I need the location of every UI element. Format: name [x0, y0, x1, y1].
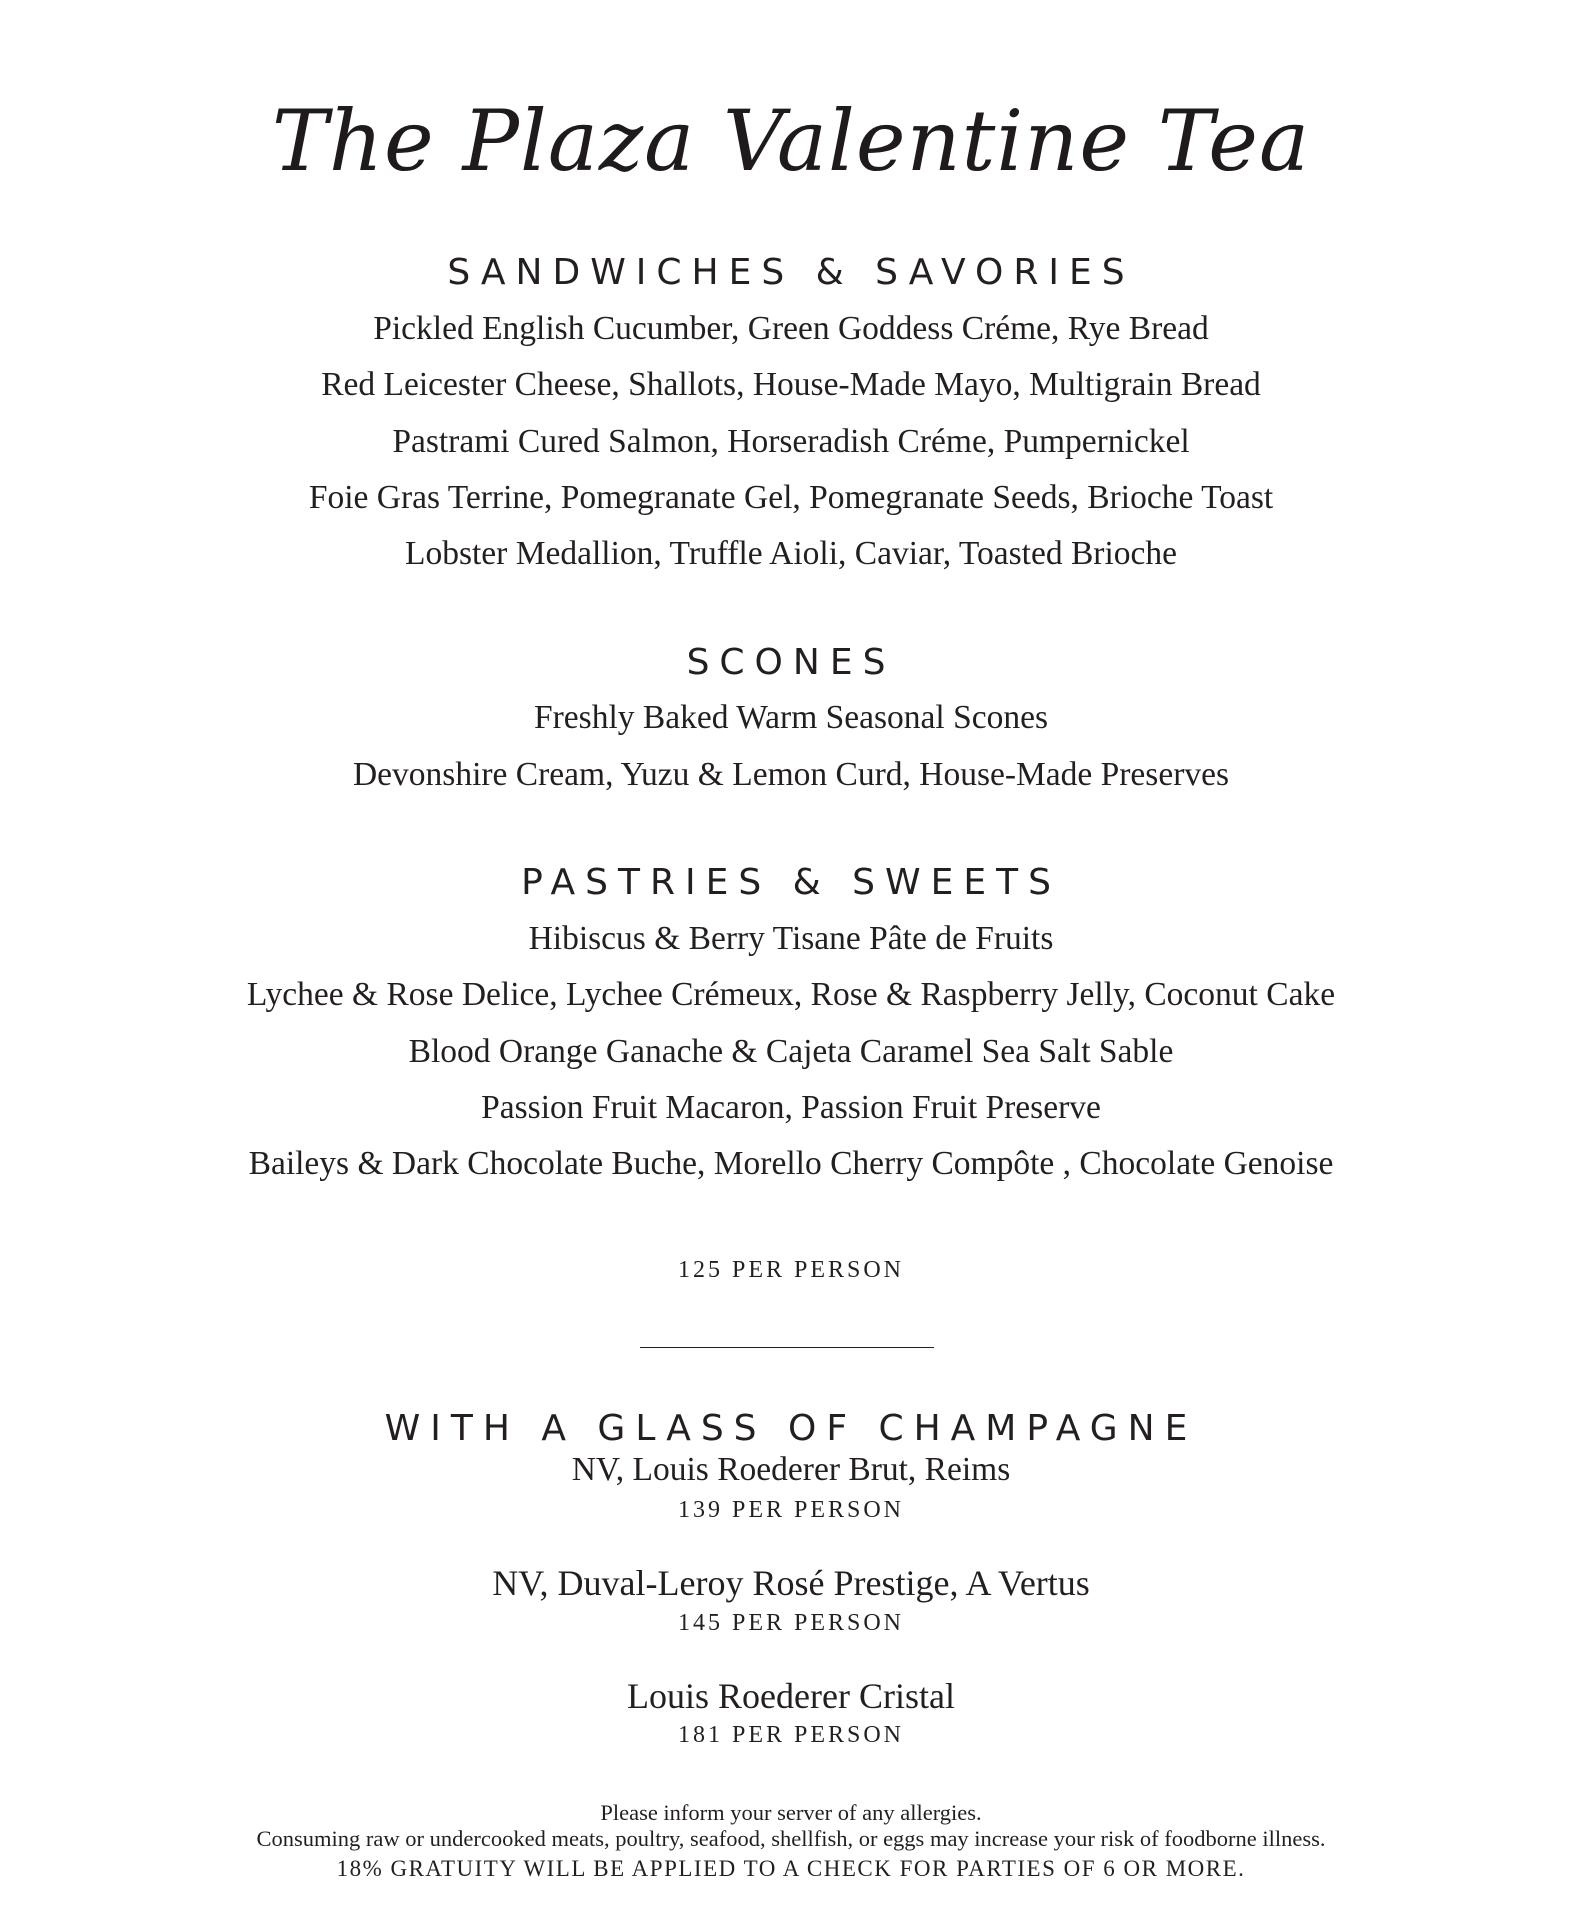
section-heading-champagne: WITH A GLASS OF CHAMPAGNE — [384, 1408, 1198, 1449]
foodborne-warning: Consuming raw or undercooked meats, poultry, seafood, shellfish, or eggs may increase your risk of foodborne illness. — [256, 1826, 1326, 1851]
menu-item: Pastrami Cured Salmon, Horseradish Créme, Pumpernickel — [392, 423, 1190, 460]
champagne-name: NV, Louis Roederer Brut, Reims — [571, 1451, 1011, 1488]
champagne-name: Louis Roederer Cristal — [627, 1676, 955, 1716]
menu-item: Lobster Medallion, Truffle Aioli, Caviar, Toasted Brioche — [405, 535, 1177, 572]
champagne-name: NV, Duval-Leroy Rosé Prestige, A Vertus — [492, 1563, 1090, 1603]
menu-item: Hibiscus & Berry Tisane Pâte de Fruits — [528, 920, 1054, 957]
base-price: 125 PER PERSON — [677, 1257, 905, 1283]
section-heading-sandwiches: SANDWICHES & SAVORIES — [447, 252, 1135, 293]
champagne-price: 139 PER PERSON — [677, 1497, 905, 1523]
divider — [640, 1347, 934, 1348]
menu-item: Freshly Baked Warm Seasonal Scones — [534, 699, 1048, 736]
menu-item: Foie Gras Terrine, Pomegranate Gel, Pomegranate Seeds, Brioche Toast — [308, 479, 1274, 516]
menu-title: The Plaza Valentine Tea — [271, 92, 1311, 190]
menu-item: Devonshire Cream, Yuzu & Lemon Curd, House-Made Preserves — [352, 756, 1230, 793]
menu-item: Pickled English Cucumber, Green Goddess Créme, Rye Bread — [373, 310, 1209, 347]
section-heading-scones: SCONES — [686, 642, 896, 683]
menu-item: Passion Fruit Macaron, Passion Fruit Preserve — [481, 1089, 1101, 1126]
menu-item: Lychee & Rose Delice, Lychee Crémeux, Rose & Raspberry Jelly, Coconut Cake — [246, 976, 1336, 1013]
allergy-note: Please inform your server of any allergies. — [600, 1800, 982, 1825]
champagne-price: 145 PER PERSON — [677, 1610, 905, 1636]
section-heading-pastries: PASTRIES & SWEETS — [521, 862, 1061, 903]
menu-item: Red Leicester Cheese, Shallots, House-Made Mayo, Multigrain Bread — [321, 366, 1261, 403]
gratuity-note: 18% GRATUITY WILL BE APPLIED TO A CHECK FOR PARTIES OF 6 OR MORE. — [336, 1856, 1246, 1881]
champagne-price: 181 PER PERSON — [677, 1722, 905, 1748]
menu-item: Baileys & Dark Chocolate Buche, Morello Cherry Compôte , Chocolate Genoise — [248, 1145, 1334, 1182]
menu-item: Blood Orange Ganache & Cajeta Caramel Sea Salt Sable — [408, 1033, 1174, 1070]
